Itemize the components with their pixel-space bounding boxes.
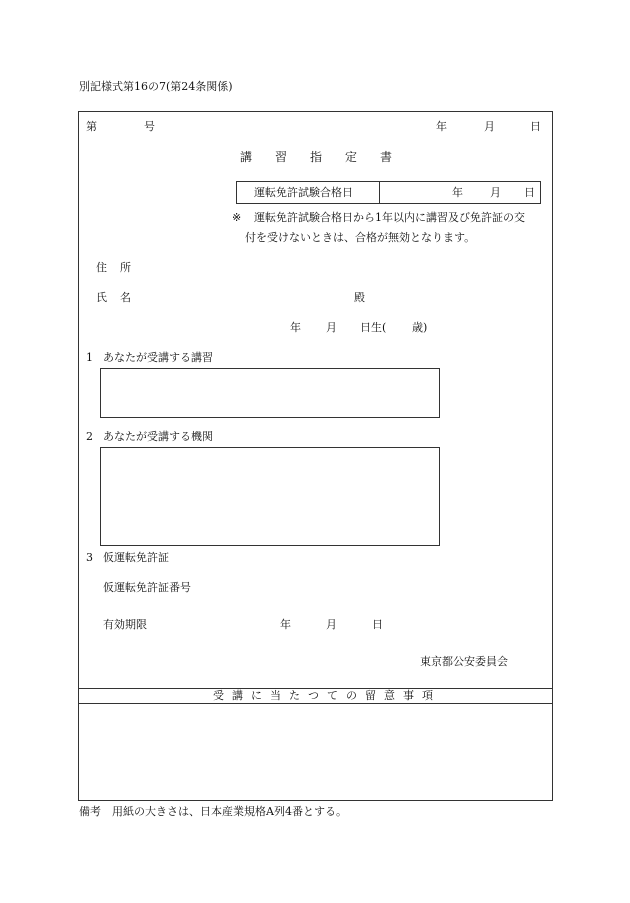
- notes-header-char: 意: [384, 689, 395, 702]
- section-2-label: あなたが受講する機関: [103, 430, 213, 443]
- number-suffix: 号: [144, 120, 155, 133]
- birth-year-label: 年: [290, 321, 301, 334]
- issue-day-label: 日: [530, 120, 541, 133]
- section-3-number: 3: [86, 551, 93, 564]
- title-char: 書: [380, 150, 393, 164]
- note-mark: ※: [232, 211, 242, 224]
- validity-year-label: 年: [280, 618, 291, 631]
- notes-header-char: つ: [308, 689, 319, 702]
- notes-header-char: の: [346, 689, 357, 702]
- notes-header-char: に: [251, 689, 262, 702]
- notes-header-char: 講: [232, 689, 243, 702]
- validity-label: 有効期限: [103, 618, 147, 631]
- section-1-label: あなたが受講する講習: [103, 351, 213, 364]
- title-char: 習: [275, 150, 288, 164]
- title-char: 指: [310, 150, 323, 164]
- title-char: 定: [345, 150, 358, 164]
- validity-month-label: 月: [326, 618, 337, 631]
- honorific-dono: 殿: [354, 291, 365, 304]
- notes-header-char: 項: [422, 689, 433, 702]
- note-line-1: 運転免許試験合格日から1年以内に講習及び免許証の交: [254, 211, 525, 224]
- address-label-1: 住: [96, 261, 107, 274]
- birth-day-label: 日生(: [360, 321, 387, 334]
- form-reference: 別記様式第16の7(第24条関係): [79, 80, 233, 93]
- title-char: 講: [240, 150, 253, 164]
- notes-header-char: 受: [213, 689, 224, 702]
- number-prefix: 第: [86, 120, 97, 133]
- notes-header-char: 留: [365, 689, 376, 702]
- exam-pass-date-label: 運転免許試験合格日: [254, 186, 353, 199]
- name-label-1: 氏: [96, 291, 107, 304]
- section-2-number: 2: [86, 430, 93, 443]
- exam-box-divider: [379, 181, 380, 204]
- section-1-number: 1: [86, 351, 93, 364]
- remark: 備考 用紙の大きさは、日本産業規格A列4番とする。: [79, 805, 347, 818]
- course-input-box[interactable]: [100, 368, 440, 418]
- notes-header-char: 事: [403, 689, 414, 702]
- notes-area: [79, 704, 552, 800]
- section-3-label: 仮運転免許証: [103, 551, 169, 564]
- exam-day-label: 日: [524, 186, 535, 199]
- issue-month-label: 月: [484, 120, 495, 133]
- note-line-2: 付を受けないときは、合格が無効となります。: [245, 231, 476, 244]
- validity-day-label: 日: [372, 618, 383, 631]
- address-label-2: 所: [120, 261, 131, 274]
- exam-month-label: 月: [490, 186, 501, 199]
- institution-input-box[interactable]: [100, 447, 440, 546]
- issuer-name: 東京都公安委員会: [420, 655, 508, 668]
- birth-month-label: 月: [326, 321, 337, 334]
- notes-header-char: 当: [270, 689, 281, 702]
- exam-year-label: 年: [452, 186, 463, 199]
- name-label-2: 名: [120, 291, 131, 304]
- notes-header-char: て: [327, 689, 338, 702]
- issue-year-label: 年: [436, 120, 447, 133]
- permit-number-label: 仮運転免許証番号: [103, 581, 191, 594]
- notes-header-char: た: [289, 689, 300, 702]
- age-label: 歳): [412, 321, 428, 334]
